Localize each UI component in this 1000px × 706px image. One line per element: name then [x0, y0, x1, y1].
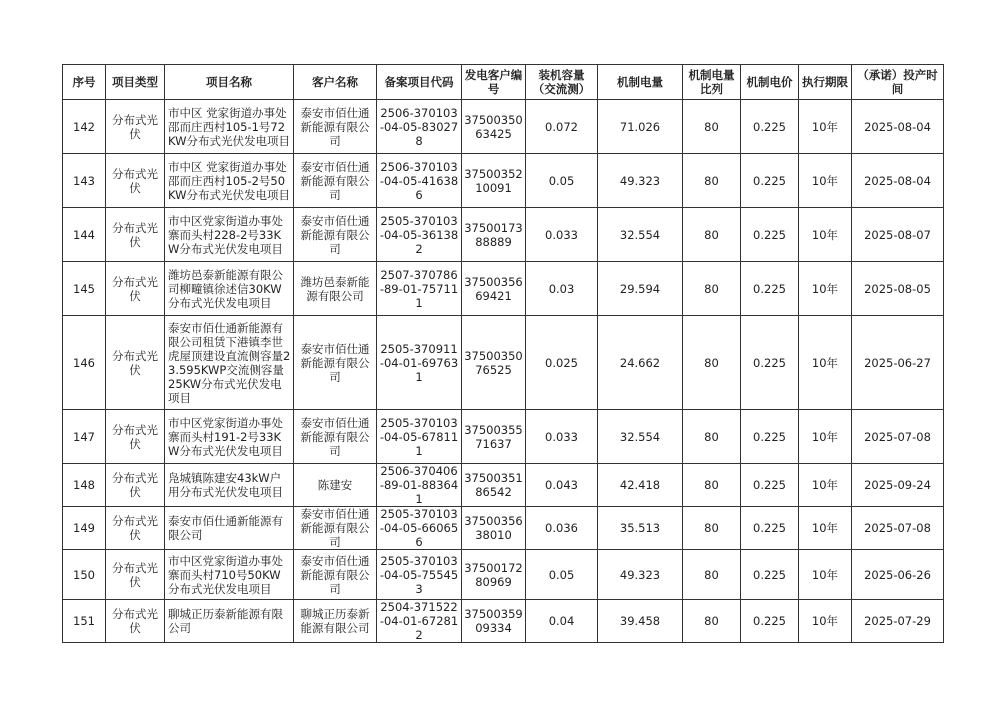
table-cell: 0.033 [526, 208, 598, 262]
table-cell: 2025-06-27 [852, 316, 944, 410]
table-cell: 泰安市佰仕通新能源有限公司 [294, 410, 377, 464]
table-cell: 0.04 [526, 600, 598, 643]
table-cell: 80 [683, 464, 741, 507]
table-cell: 2505-370911-04-01-697631 [377, 316, 462, 410]
table-cell: 市中区党家街道办事处寨而头村191-2号33KW分布式光伏发电项目 [165, 410, 294, 464]
table-row [63, 507, 944, 550]
table-cell: 分布式光伏 [106, 154, 165, 208]
table-cell: 151 [63, 600, 106, 643]
table-cell: 市中区 党家街道办事处邵而庄西村105-1号72KW分布式光伏发电项目 [165, 100, 294, 154]
table-cell: 分布式光伏 [106, 100, 165, 154]
table-cell: 10年 [799, 316, 852, 410]
table-cell: 2505-370103-04-05-678111 [377, 410, 462, 464]
table-row [63, 600, 944, 643]
table-cell: 3750035186542 [462, 464, 526, 507]
table-cell: 24.662 [598, 316, 683, 410]
table-cell: 80 [683, 316, 741, 410]
table-cell: 分布式光伏 [106, 316, 165, 410]
table-cell: 10年 [799, 262, 852, 316]
table-cell: 分布式光伏 [106, 464, 165, 507]
table-cell: 市中区党家街道办事处寨而头村710号50KW分布式光伏发电项目 [165, 550, 294, 600]
table-cell: 泰安市佰仕通新能源有限公司 [294, 154, 377, 208]
table-cell: 49.323 [598, 154, 683, 208]
table-cell: 144 [63, 208, 106, 262]
table-cell: 0.225 [741, 600, 799, 643]
table-cell: 80 [683, 550, 741, 600]
table-cell: 分布式光伏 [106, 550, 165, 600]
table-cell: 80 [683, 507, 741, 550]
table-cell: 148 [63, 464, 106, 507]
header-cell: 机制电价 [741, 65, 799, 100]
table-cell: 3750017388889 [462, 208, 526, 262]
table-cell: 0.025 [526, 316, 598, 410]
table-cell: 142 [63, 100, 106, 154]
table-cell: 3750035669421 [462, 262, 526, 316]
table-cell: 市中区党家街道办事处寨而头村228-2号33KW分布式光伏发电项目 [165, 208, 294, 262]
table-cell: 80 [683, 154, 741, 208]
table-cell: 2025-08-07 [852, 208, 944, 262]
header-cell: 机制电量 [598, 65, 683, 100]
table-cell: 35.513 [598, 507, 683, 550]
table-cell: 2506-370103-04-05-416386 [377, 154, 462, 208]
table-cell: 2505-370103-04-05-660656 [377, 507, 462, 550]
table-cell: 2025-08-05 [852, 262, 944, 316]
table-cell: 潍坊邑泰新能源有限公司柳疃镇徐述信30KW分布式光伏发电项目 [165, 262, 294, 316]
table-cell: 10年 [799, 208, 852, 262]
table-cell: 2506-370103-04-05-830278 [377, 100, 462, 154]
table-cell: 3750035210091 [462, 154, 526, 208]
table-cell: 3750035909334 [462, 600, 526, 643]
table-cell: 2506-370406-89-01-883641 [377, 464, 462, 507]
table-cell: 0.033 [526, 410, 598, 464]
table-cell: 泰安市佰仕通新能源有限公司 [294, 100, 377, 154]
table-cell: 149 [63, 507, 106, 550]
table-cell: 10年 [799, 507, 852, 550]
table-cell: 32.554 [598, 410, 683, 464]
table-cell: 2507-370786-89-01-757111 [377, 262, 462, 316]
header-cell: 机制电量比列 [683, 65, 741, 100]
table-cell: 聊城正历泰新能源有限公司 [165, 600, 294, 643]
table-cell: 0.036 [526, 507, 598, 550]
table-row [63, 550, 944, 600]
table-cell: 2025-08-04 [852, 100, 944, 154]
table-cell: 3750017280969 [462, 550, 526, 600]
header-cell: （承诺）投产时间 [852, 65, 944, 100]
table-cell: 分布式光伏 [106, 600, 165, 643]
table-cell: 49.323 [598, 550, 683, 600]
table-cell: 0.225 [741, 262, 799, 316]
table-cell: 聊城正历泰新能源有限公司 [294, 600, 377, 643]
table-cell: 32.554 [598, 208, 683, 262]
table-cell: 0.225 [741, 154, 799, 208]
table-cell: 80 [683, 208, 741, 262]
table-cell: 分布式光伏 [106, 262, 165, 316]
table-cell: 10年 [799, 550, 852, 600]
table-cell: 10年 [799, 464, 852, 507]
header-cell: 项目类型 [106, 65, 165, 100]
table-row [63, 262, 944, 316]
table-cell: 3750035063425 [462, 100, 526, 154]
table-row [63, 316, 944, 410]
table-row [63, 410, 944, 464]
table-cell: 泰安市佰仕通新能源有限公司 [294, 316, 377, 410]
header-cell: 装机容量（交流测） [526, 65, 598, 100]
table-cell: 39.458 [598, 600, 683, 643]
table-cell: 分布式光伏 [106, 507, 165, 550]
table-cell: 0.05 [526, 550, 598, 600]
table-cell: 42.418 [598, 464, 683, 507]
header-cell: 发电客户编号 [462, 65, 526, 100]
table-row [63, 100, 944, 154]
table-cell: 145 [63, 262, 106, 316]
table-cell: 143 [63, 154, 106, 208]
header-cell: 序号 [63, 65, 106, 100]
table-cell: 2025-08-04 [852, 154, 944, 208]
table-cell: 147 [63, 410, 106, 464]
table-cell: 0.225 [741, 550, 799, 600]
header-cell: 客户名称 [294, 65, 377, 100]
table-cell: 29.594 [598, 262, 683, 316]
table-cell: 泰安市佰仕通新能源有限公司 [294, 507, 377, 550]
table-header-row [63, 65, 944, 100]
table-cell: 80 [683, 410, 741, 464]
table-cell: 0.225 [741, 464, 799, 507]
table-cell: 3750035076525 [462, 316, 526, 410]
table-cell: 市中区 党家街道办事处邵而庄西村105-2号50KW分布式光伏发电项目 [165, 154, 294, 208]
table-cell: 71.026 [598, 100, 683, 154]
table-cell: 2505-370103-04-05-755453 [377, 550, 462, 600]
table-cell: 泰安市佰仕通新能源有限公司 [294, 208, 377, 262]
table-cell: 泰安市佰仕通新能源有限公司 [165, 507, 294, 550]
table-cell: 泰安市佰仕通新能源有限公司租赁下港镇李世虎屋顶建设直流侧容量23.595KWP交流侧容量25KW分布式光伏发电项目 [165, 316, 294, 410]
table-cell: 0.072 [526, 100, 598, 154]
table-cell: 0.225 [741, 100, 799, 154]
table-body [63, 100, 944, 643]
table-cell: 泰安市佰仕通新能源有限公司 [294, 550, 377, 600]
table-cell: 2025-07-08 [852, 410, 944, 464]
table-cell: 0.043 [526, 464, 598, 507]
table-cell: 分布式光伏 [106, 208, 165, 262]
table-cell: 10年 [799, 600, 852, 643]
table-cell: 10年 [799, 154, 852, 208]
table-cell: 0.225 [741, 507, 799, 550]
project-table [62, 64, 944, 643]
table-cell: 10年 [799, 100, 852, 154]
table-cell: 80 [683, 600, 741, 643]
table-cell: 0.225 [741, 208, 799, 262]
table-cell: 陈建安 [294, 464, 377, 507]
table-cell: 146 [63, 316, 106, 410]
header-cell: 执行期限 [799, 65, 852, 100]
table-cell: 2025-07-08 [852, 507, 944, 550]
header-cell: 项目名称 [165, 65, 294, 100]
table-cell: 3750035638010 [462, 507, 526, 550]
table-cell: 潍坊邑泰新能源有限公司 [294, 262, 377, 316]
table-cell: 2505-370103-04-05-361382 [377, 208, 462, 262]
table-cell: 150 [63, 550, 106, 600]
table-row [63, 154, 944, 208]
table-cell: 80 [683, 100, 741, 154]
table-cell: 2025-09-24 [852, 464, 944, 507]
table-cell: 0.225 [741, 316, 799, 410]
table-cell: 2025-06-26 [852, 550, 944, 600]
table-cell: 80 [683, 262, 741, 316]
table-cell: 0.225 [741, 410, 799, 464]
table-row [63, 208, 944, 262]
table-cell: 凫城镇陈建安43kW户用分布式光伏发电项目 [165, 464, 294, 507]
header-cell: 备案项目代码 [377, 65, 462, 100]
table-cell: 10年 [799, 410, 852, 464]
table-cell: 3750035571637 [462, 410, 526, 464]
table-row [63, 464, 944, 507]
table-cell: 分布式光伏 [106, 410, 165, 464]
table-cell: 0.05 [526, 154, 598, 208]
table-cell: 2025-07-29 [852, 600, 944, 643]
table-cell: 0.03 [526, 262, 598, 316]
table-cell: 2504-371522-04-01-672812 [377, 600, 462, 643]
